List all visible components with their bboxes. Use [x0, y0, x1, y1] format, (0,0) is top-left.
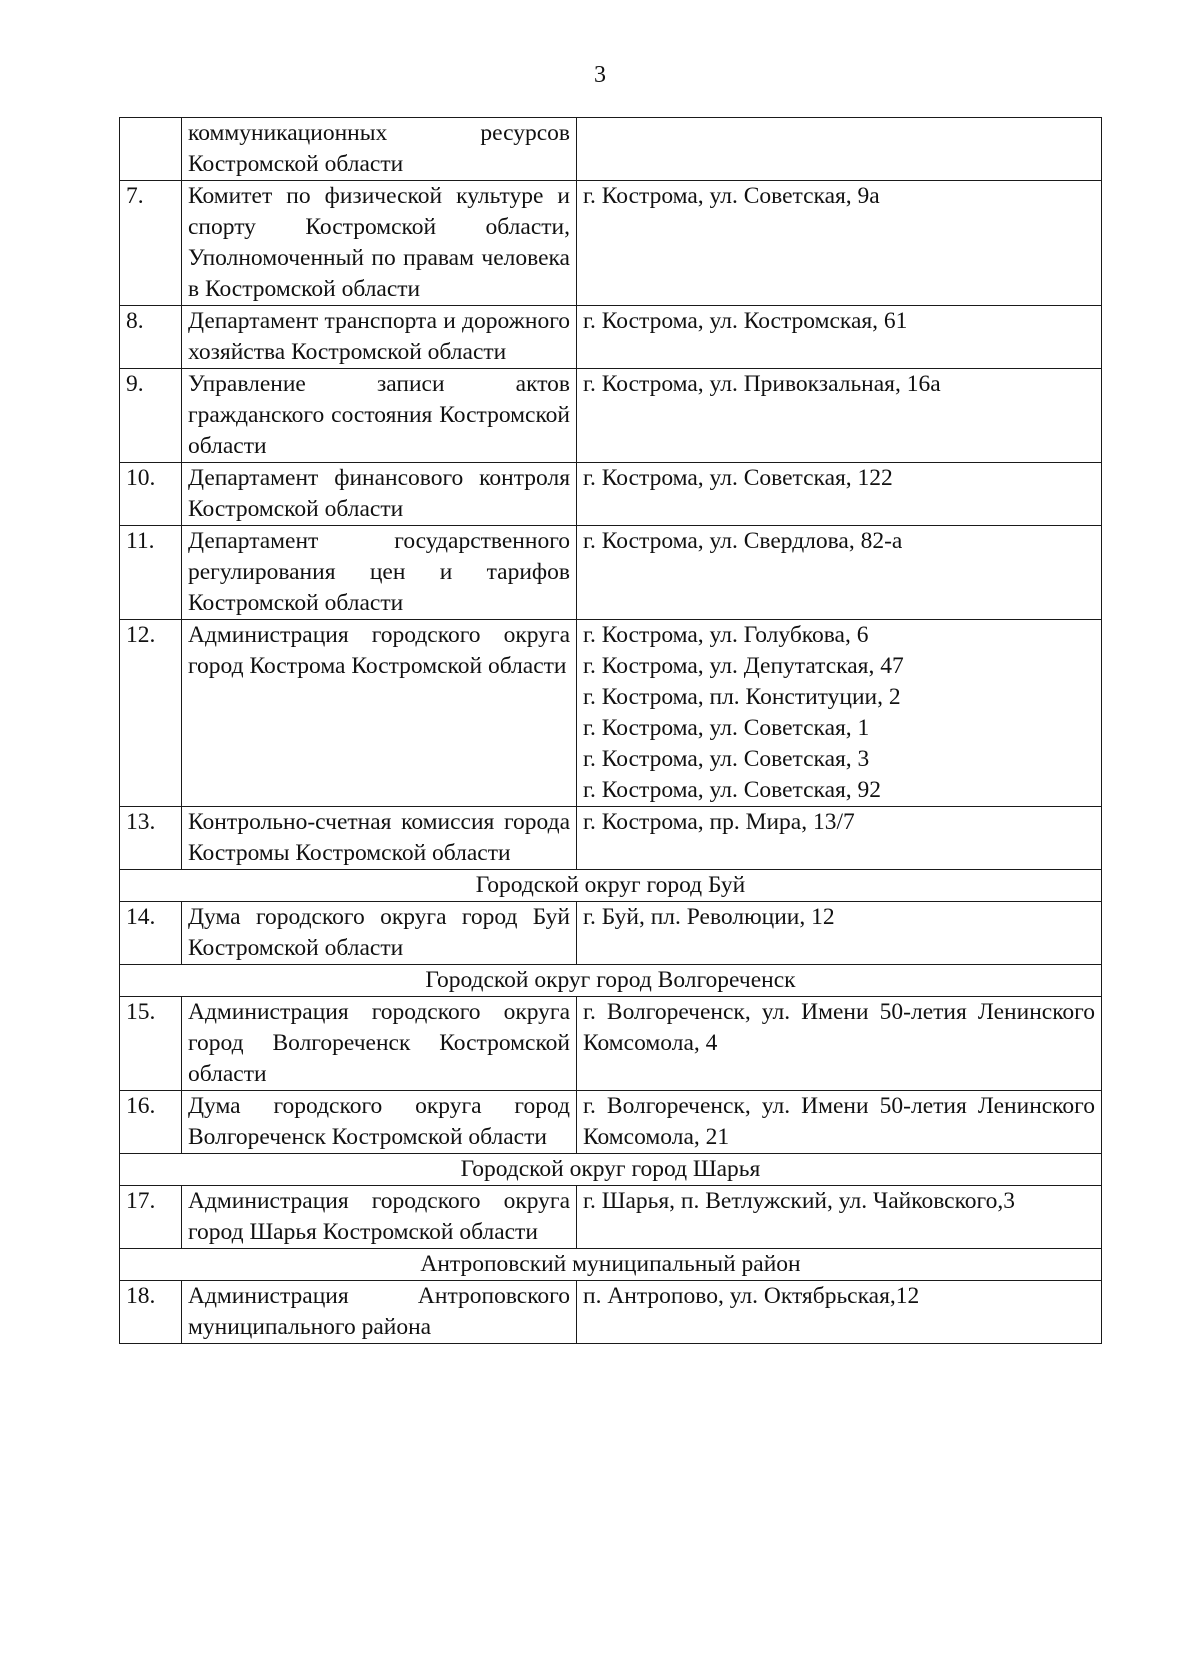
table-row — [120, 1091, 1102, 1154]
section-title: Городской округ город Волгореченск — [120, 965, 1102, 997]
address-line: г. Кострома, ул. Привокзальная, 16а — [583, 371, 941, 397]
institution-name: Департамент финансового контроля Костромской области — [182, 463, 577, 526]
table-row — [120, 997, 1102, 1091]
row-number: 12. — [120, 620, 182, 807]
institution-address — [577, 997, 1102, 1091]
row-number: 13. — [120, 807, 182, 870]
section-header-row — [120, 1154, 1102, 1186]
institution-name: Администрация городского округа город Кострома Костромской области — [182, 620, 577, 807]
institution-address — [577, 902, 1102, 965]
institution-address — [577, 620, 1102, 807]
institution-name: Дума городского округа город Буй Костромской области — [182, 902, 577, 965]
row-number: 18. — [120, 1281, 182, 1344]
section-header-row — [120, 870, 1102, 902]
address-line: г. Кострома, ул. Советская, 92 — [583, 777, 882, 803]
table-row — [120, 1186, 1102, 1249]
institution-name: Департамент транспорта и дорожного хозяйства Костромской области — [182, 306, 577, 369]
institution-name: Контрольно-счетная комиссия города Костромы Костромской области — [182, 807, 577, 870]
row-number: 17. — [120, 1186, 182, 1249]
institution-name: Администрация городского округа город Волгореченск Костромской области — [182, 997, 577, 1091]
address-line — [583, 118, 1095, 149]
address-line: г. Волгореченск, ул. Имени 50-летия Ленинского Комсомола, 21 — [583, 1093, 1095, 1150]
address-line: г. Кострома, ул. Костромская, 61 — [583, 308, 908, 334]
table-row — [120, 807, 1102, 870]
page-number: 3 — [594, 62, 606, 88]
address-line: г. Волгореченск, ул. Имени 50-летия Ленинского Комсомола, 4 — [583, 999, 1095, 1056]
row-number: 7. — [120, 181, 182, 306]
address-line: г. Кострома, ул. Советская, 122 — [583, 465, 893, 491]
row-number: 8. — [120, 306, 182, 369]
institution-address — [577, 463, 1102, 526]
address-line: г. Кострома, ул. Голубкова, 6 — [583, 622, 869, 648]
address-line: г. Шарья, п. Ветлужский, ул. Чайковского,3 — [583, 1188, 1015, 1214]
row-number: 10. — [120, 463, 182, 526]
table-row — [120, 369, 1102, 463]
address-line: г. Кострома, ул. Советская, 3 — [583, 746, 870, 772]
address-line: г. Кострома, ул. Советская, 9а — [583, 183, 880, 209]
address-line: п. Антропово, ул. Октябрьская,12 — [583, 1283, 920, 1309]
row-number: 16. — [120, 1091, 182, 1154]
institution-name: Дума городского округа город Волгореченск Костромской области — [182, 1091, 577, 1154]
row-number: 14. — [120, 902, 182, 965]
table-row — [120, 1281, 1102, 1344]
section-title: Городской округ город Шарья — [120, 1154, 1102, 1186]
institution-name: Администрация Антроповского муниципального района — [182, 1281, 577, 1344]
address-line: г. Кострома, пр. Мира, 13/7 — [583, 809, 855, 835]
row-number: 9. — [120, 369, 182, 463]
address-line: г. Буй, пл. Революции, 12 — [583, 904, 835, 930]
institution-address — [577, 306, 1102, 369]
table-row — [120, 526, 1102, 620]
row-number: 11. — [120, 526, 182, 620]
institution-address — [577, 181, 1102, 306]
institution-address — [577, 118, 1102, 181]
row-number: 15. — [120, 997, 182, 1091]
institutions-table-body — [120, 118, 1102, 1344]
address-line: г. Кострома, ул. Депутатская, 47 — [583, 653, 904, 679]
row-number — [120, 118, 182, 181]
address-line: г. Кострома, пл. Конституции, 2 — [583, 684, 901, 710]
institution-name: Администрация городского округа город Шарья Костромской области — [182, 1186, 577, 1249]
institution-address — [577, 1281, 1102, 1344]
table-row — [120, 118, 1102, 181]
institutions-table — [119, 117, 1102, 1344]
table-row — [120, 181, 1102, 306]
table-row — [120, 306, 1102, 369]
table-row — [120, 620, 1102, 807]
address-line: г. Кострома, ул. Свердлова, 82-а — [583, 528, 903, 554]
table-row — [120, 902, 1102, 965]
institution-address — [577, 1186, 1102, 1249]
institution-name: Департамент государственного регулирования цен и тарифов Костромской области — [182, 526, 577, 620]
institution-name: Комитет по физической культуре и спорту Костромской области, Уполномоченный по правам человека в Костромской области — [182, 181, 577, 306]
institution-name: Управление записи актов гражданского состояния Костромской области — [182, 369, 577, 463]
institution-name: коммуникационных ресурсов Костромской области — [182, 118, 577, 181]
institution-address — [577, 369, 1102, 463]
section-title: Городской округ город Буй — [120, 870, 1102, 902]
institution-address — [577, 1091, 1102, 1154]
section-header-row — [120, 1249, 1102, 1281]
table-row — [120, 463, 1102, 526]
address-line: г. Кострома, ул. Советская, 1 — [583, 715, 870, 741]
section-title: Антроповский муниципальный район — [120, 1249, 1102, 1281]
section-header-row — [120, 965, 1102, 997]
institution-address — [577, 807, 1102, 870]
institution-address — [577, 526, 1102, 620]
